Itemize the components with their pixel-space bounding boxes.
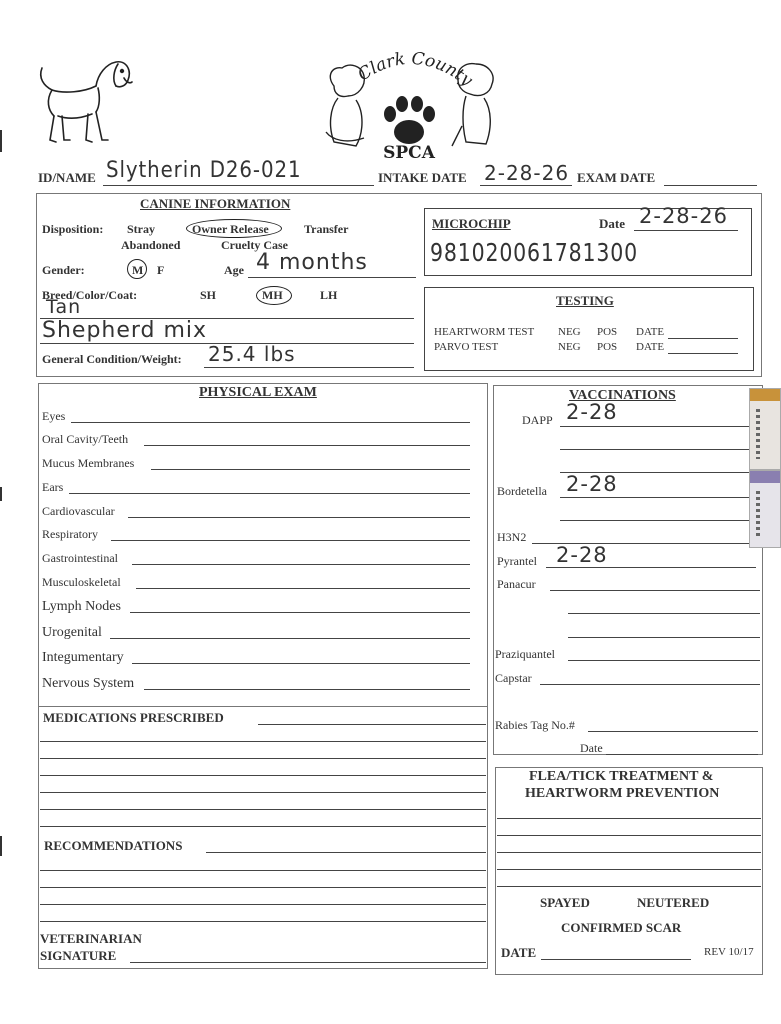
- physical-exam-line[interactable]: [130, 612, 470, 613]
- pyrantel-value[interactable]: 2-28: [556, 543, 608, 567]
- rabies-date-label: Date: [580, 741, 603, 755]
- dapp-value[interactable]: 2-28: [566, 400, 618, 424]
- panacur-label: Panacur: [497, 577, 536, 591]
- recommendation-line[interactable]: [40, 870, 486, 871]
- physical-exam-line[interactable]: [69, 493, 470, 494]
- physical-exam-item: Eyes: [42, 409, 66, 423]
- option-owner-release[interactable]: Owner Release: [192, 222, 269, 236]
- dog-drawing-left: [36, 56, 136, 152]
- condition-label: General Condition/Weight:: [42, 352, 182, 366]
- intake-date-value[interactable]: 2-28-26: [484, 161, 570, 185]
- microchip-title: MICROCHIP: [432, 216, 511, 231]
- recommendation-line[interactable]: [40, 887, 486, 888]
- physical-exam-item: Urogenital: [42, 625, 102, 640]
- physical-exam-line[interactable]: [136, 588, 470, 589]
- confirmed-scar-option[interactable]: CONFIRMED SCAR: [561, 920, 682, 935]
- physical-exam-item: Ears: [42, 480, 64, 494]
- color-value[interactable]: Tan: [46, 296, 82, 318]
- vet-label-line1: VETERINARIAN: [40, 931, 142, 946]
- physical-exam-line[interactable]: [111, 540, 470, 541]
- revision-label: REV 10/17: [704, 946, 754, 958]
- medication-line[interactable]: [40, 741, 486, 742]
- physical-exam-item: Respiratory: [42, 527, 98, 541]
- physical-exam-item: Lymph Nodes: [42, 599, 121, 614]
- medication-line[interactable]: [40, 792, 486, 793]
- option-stray[interactable]: Stray: [127, 222, 155, 236]
- coat-sh[interactable]: SH: [200, 288, 217, 302]
- parvo-date-label: DATE: [636, 341, 665, 353]
- physical-exam-item: Musculoskeletal: [42, 575, 121, 589]
- weight-value[interactable]: 25.4 lbs: [208, 342, 296, 366]
- heartworm-neg[interactable]: NEG: [558, 326, 581, 338]
- physical-exam-line[interactable]: [144, 445, 470, 446]
- physical-exam-line[interactable]: [110, 638, 470, 639]
- binder-mark: [0, 836, 2, 856]
- physical-exam-line[interactable]: [144, 689, 470, 690]
- gender-f[interactable]: F: [157, 263, 165, 277]
- exam-date-label: EXAM DATE: [577, 170, 656, 185]
- rabies-tag-label: Rabies Tag No.#: [495, 718, 575, 732]
- coat-lh[interactable]: LH: [320, 288, 338, 302]
- capstar-label: Capstar: [495, 671, 532, 685]
- disposition-label: Disposition:: [42, 222, 104, 236]
- flea-title-line2: HEARTWORM PREVENTION: [525, 786, 720, 801]
- id-name-label: ID/NAME: [38, 170, 96, 185]
- vaccine-sticker-2: [749, 470, 781, 548]
- recommendation-line[interactable]: [40, 904, 486, 905]
- bordetella-label: Bordetella: [497, 484, 547, 498]
- coat-mh[interactable]: MH: [262, 288, 283, 302]
- heartworm-test-label: HEARTWORM TEST: [434, 326, 535, 338]
- microchip-date-label: Date: [599, 216, 625, 231]
- flea-date-label: DATE: [501, 945, 537, 960]
- vet-label-line2: SIGNATURE: [40, 948, 117, 963]
- neutered-option[interactable]: NEUTERED: [637, 895, 710, 910]
- dapp-label: DAPP: [522, 413, 553, 427]
- medications-title: MEDICATIONS PRESCRIBED: [43, 710, 224, 725]
- vaccinations-box: [493, 385, 763, 755]
- physical-exam-line[interactable]: [132, 564, 470, 565]
- age-label: Age: [224, 263, 244, 277]
- praziquantel-label: Praziquantel: [495, 647, 555, 661]
- option-cruelty-case[interactable]: Cruelty Case: [221, 238, 288, 252]
- recommendations-title: RECOMMENDATIONS: [44, 838, 183, 853]
- physical-exam-line[interactable]: [151, 469, 470, 470]
- physical-exam-item: Gastrointestinal: [42, 551, 118, 565]
- option-transfer[interactable]: Transfer: [304, 222, 349, 236]
- breed-label: Breed/Color/Coat:: [42, 288, 138, 302]
- heartworm-pos[interactable]: POS: [597, 326, 618, 338]
- bordetella-value[interactable]: 2-28: [566, 472, 618, 496]
- physical-exam-item: Cardiovascular: [42, 504, 115, 518]
- microchip-number[interactable]: 981020061781300: [430, 238, 638, 267]
- physical-exam-line[interactable]: [71, 422, 470, 423]
- spca-logo: [316, 46, 502, 164]
- flea-title-line1: FLEA/TICK TREATMENT &: [529, 769, 714, 784]
- age-value[interactable]: 4 months: [256, 250, 368, 275]
- h3n2-label: H3N2: [497, 530, 527, 544]
- physical-exam-title: PHYSICAL EXAM: [199, 385, 317, 400]
- gender-label: Gender:: [42, 263, 85, 277]
- option-abandoned[interactable]: Abandoned: [121, 238, 181, 252]
- physical-exam-line[interactable]: [132, 663, 470, 664]
- binder-mark: [0, 130, 2, 152]
- parvo-neg[interactable]: NEG: [558, 341, 581, 353]
- binder-mark: [0, 487, 2, 501]
- canine-info-title: CANINE INFORMATION: [140, 196, 291, 211]
- spayed-option[interactable]: SPAYED: [540, 895, 590, 910]
- parvo-test-label: PARVO TEST: [434, 341, 499, 353]
- medication-line[interactable]: [40, 809, 486, 810]
- parvo-pos[interactable]: POS: [597, 341, 618, 353]
- testing-title: TESTING: [556, 293, 614, 308]
- physical-exam-item: Mucus Membranes: [42, 456, 135, 470]
- breed-value[interactable]: Shepherd mix: [42, 318, 208, 343]
- id-name-value[interactable]: Slytherin D26-021: [106, 158, 302, 183]
- microchip-date-value[interactable]: 2-28-26: [639, 204, 728, 228]
- medication-line[interactable]: [40, 758, 486, 759]
- heartworm-date-label: DATE: [636, 326, 665, 338]
- vaccinations-title: VACCINATIONS: [569, 388, 676, 403]
- medication-line[interactable]: [40, 826, 486, 827]
- physical-exam-item: Oral Cavity/Teeth: [42, 432, 129, 446]
- logo-title: SPCA: [383, 143, 435, 163]
- pyrantel-label: Pyrantel: [497, 554, 537, 568]
- paw-icon: [384, 96, 435, 144]
- recommendation-line[interactable]: [40, 921, 486, 922]
- intake-date-label: INTAKE DATE: [378, 170, 467, 185]
- logo-arc-text: Clark County: [354, 48, 477, 91]
- physical-exam-line[interactable]: [128, 517, 470, 518]
- medication-line[interactable]: [40, 775, 486, 776]
- vaccine-sticker-1: [749, 388, 781, 470]
- gender-m[interactable]: M: [132, 263, 144, 277]
- physical-exam-item: Nervous System: [42, 676, 135, 691]
- physical-exam-item: Integumentary: [42, 650, 124, 665]
